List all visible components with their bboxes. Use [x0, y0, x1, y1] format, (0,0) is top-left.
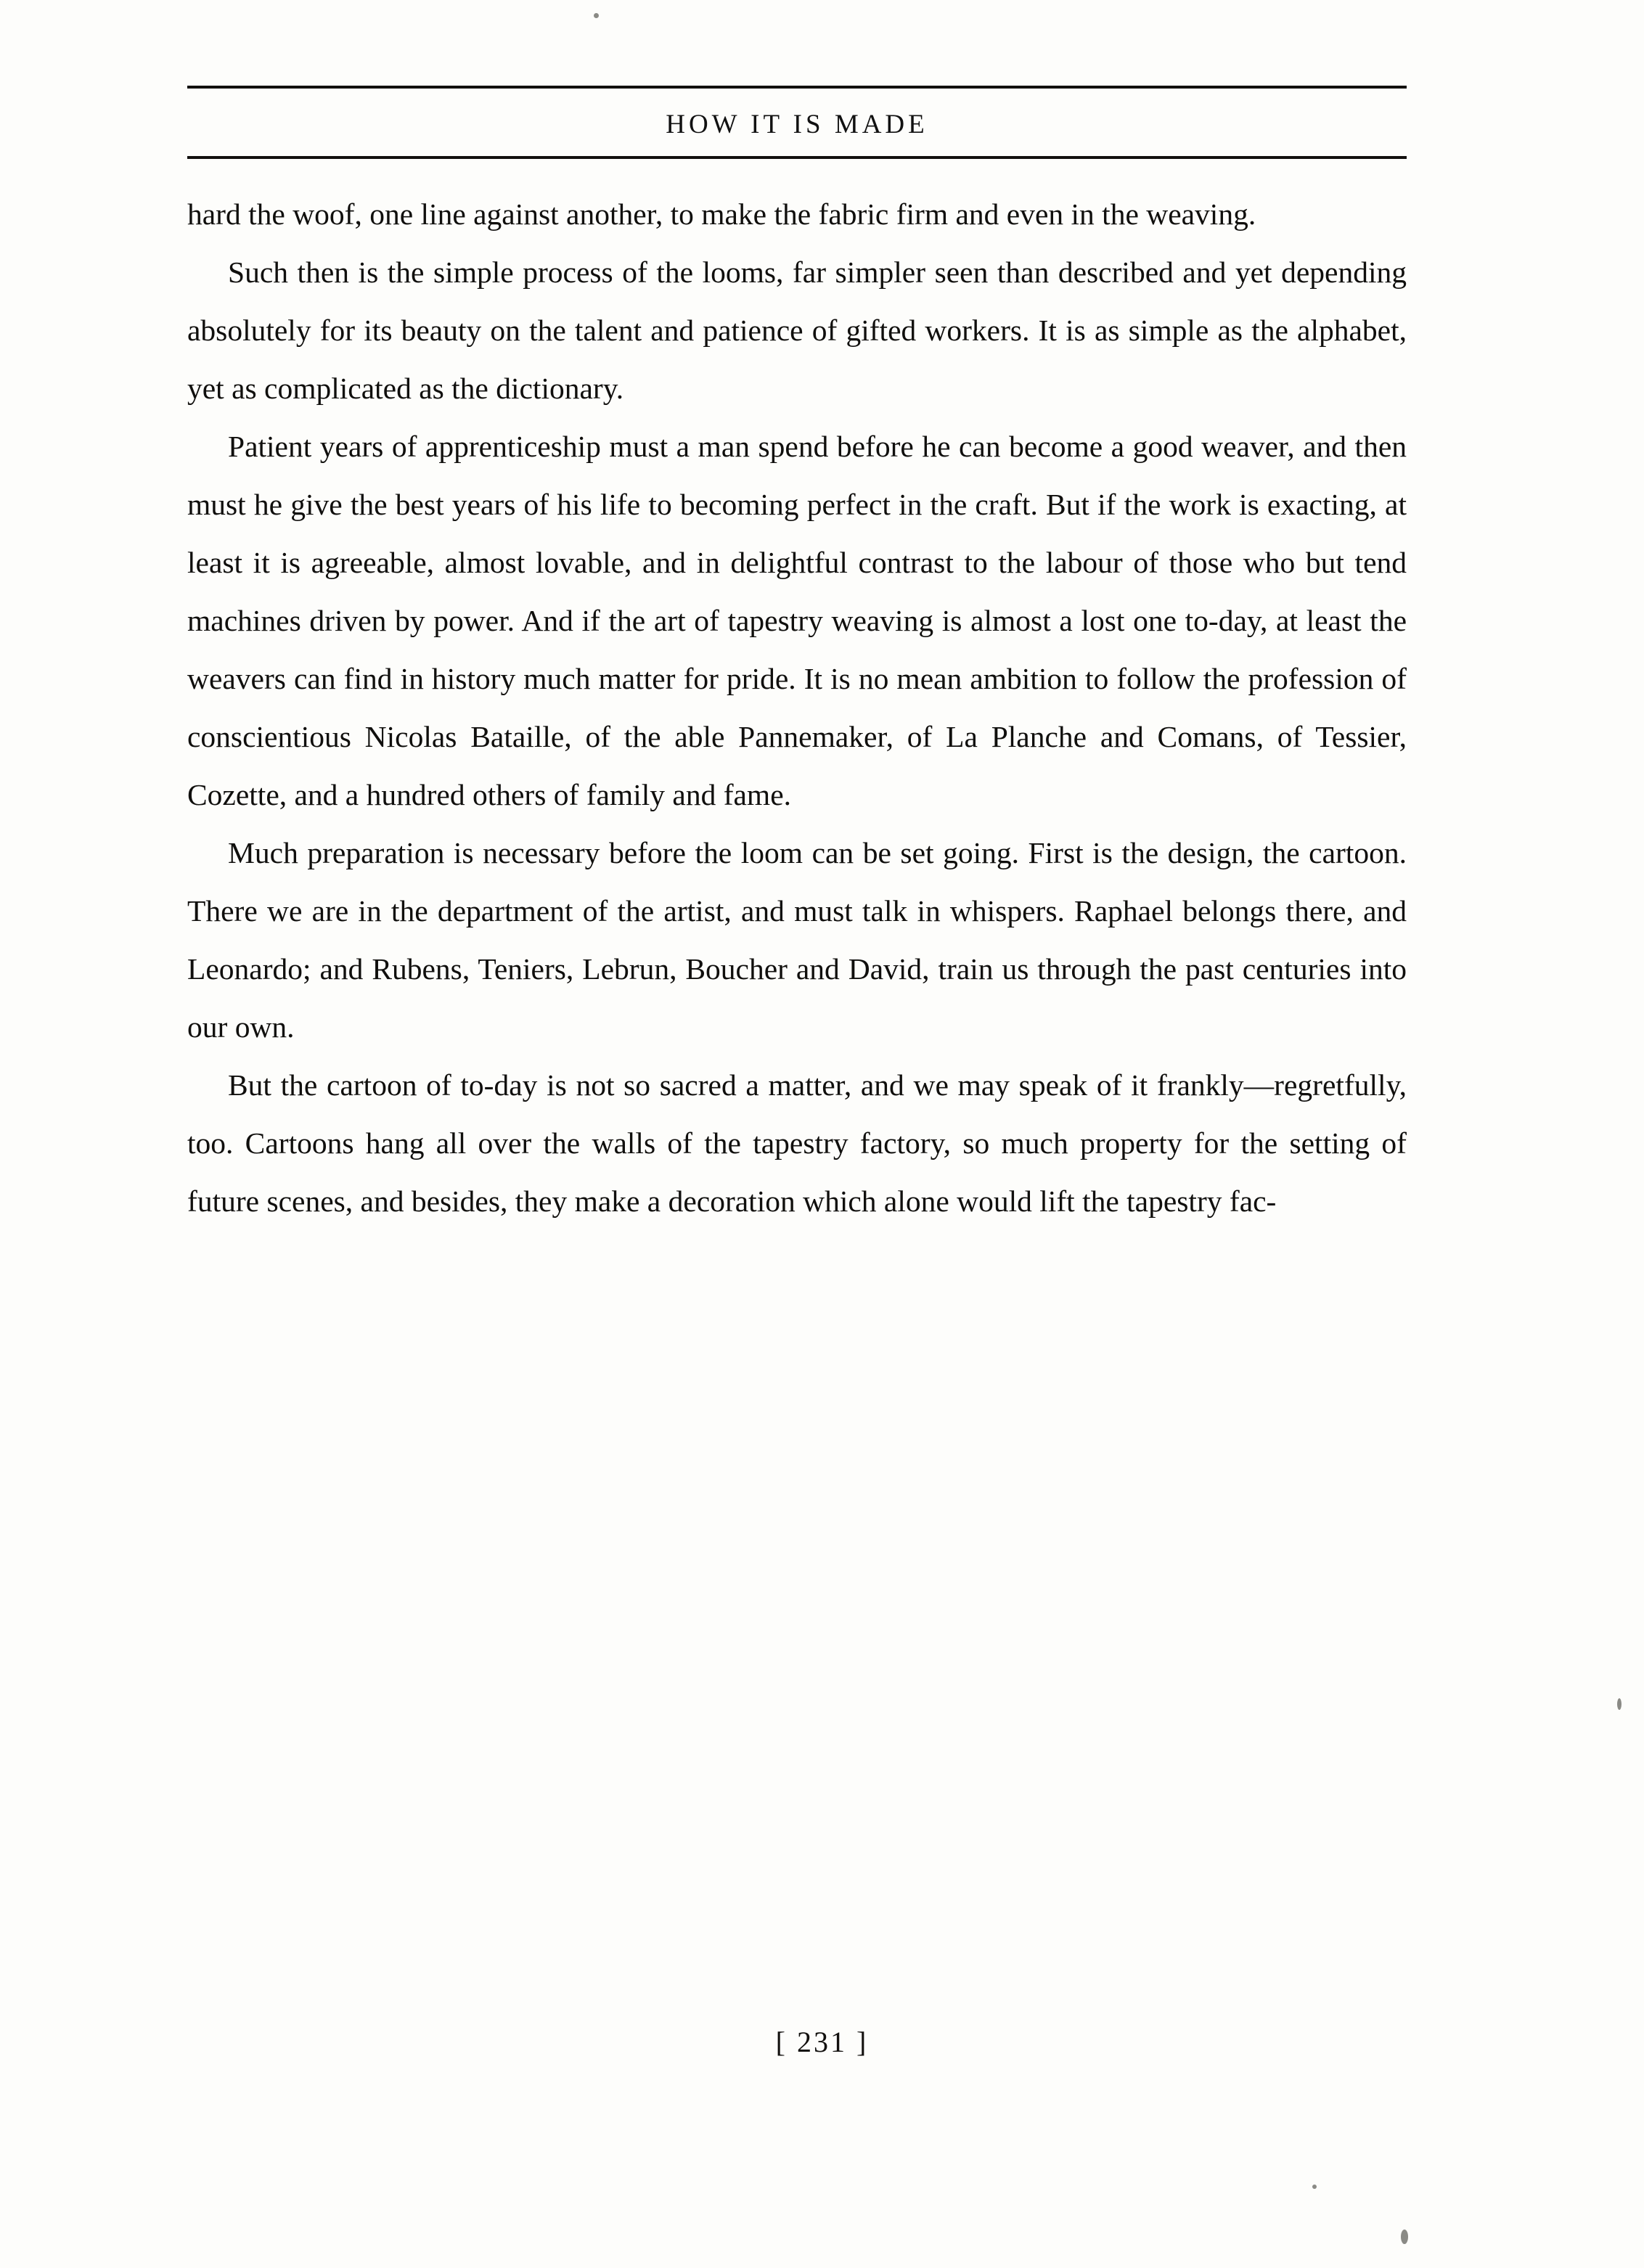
paragraph: Patient years of apprenticeship must a man spend before he can become a good weaver, and then must he give the best years of his life to becoming perfect in the craft. But if the work is exacting, at least it is agreeable, almost lovable, and in delightful contrast to the labour of those who but tend machines driven by power. And if the art of tapestry weaving is almost a lost one to-day, at least the weavers can find in history much matter for pride. It is no mean ambition to follow the profession of conscientious Nicolas Bataille, of the able Pannemaker, of La Planche and Comans, of Tessier, Cozette, and a hundred others of family and fame.: [187, 430, 1407, 811]
paragraph: Such then is the simple process of the looms, far simpler seen than described and yet depending absolutely for its beauty on the talent and patience of gifted workers. It is as simple as the alphabet, yet as complicated as the dictionary.: [187, 255, 1407, 405]
paragraph: hard the woof, one line against another, to make the fabric firm and even in the weaving.: [187, 197, 1256, 231]
page-content: [187, 86, 1407, 1230]
running-head: HOW IT IS MADE: [666, 110, 928, 139]
scan-speck: [1312, 2185, 1317, 2189]
paragraph: But the cartoon of to-day is not so sacred a matter, and we may speak of it frankly—regretfully, too. Cartoons hang all over the walls of the tapestry factory, so much property for the setting of future scenes, and besides, they make a decoration which alone would lift the tapestry fac-: [187, 1068, 1407, 1218]
scan-speck: [1617, 1698, 1621, 1710]
header-rule-bottom: [187, 156, 1407, 159]
body-text: [187, 185, 1407, 1230]
paragraph: Much preparation is necessary before the loom can be set going. First is the design, the cartoon. There we are in the department of the artist, and must talk in whispers. Raphael belongs there, and Leonardo; and Rubens, Teniers, Lebrun, Boucher and David, train us through the past centuries into our own.: [187, 836, 1407, 1044]
scan-speck: [594, 13, 599, 18]
page-number: [ 231 ]: [775, 2026, 869, 2058]
scan-speck: [1401, 2230, 1408, 2244]
